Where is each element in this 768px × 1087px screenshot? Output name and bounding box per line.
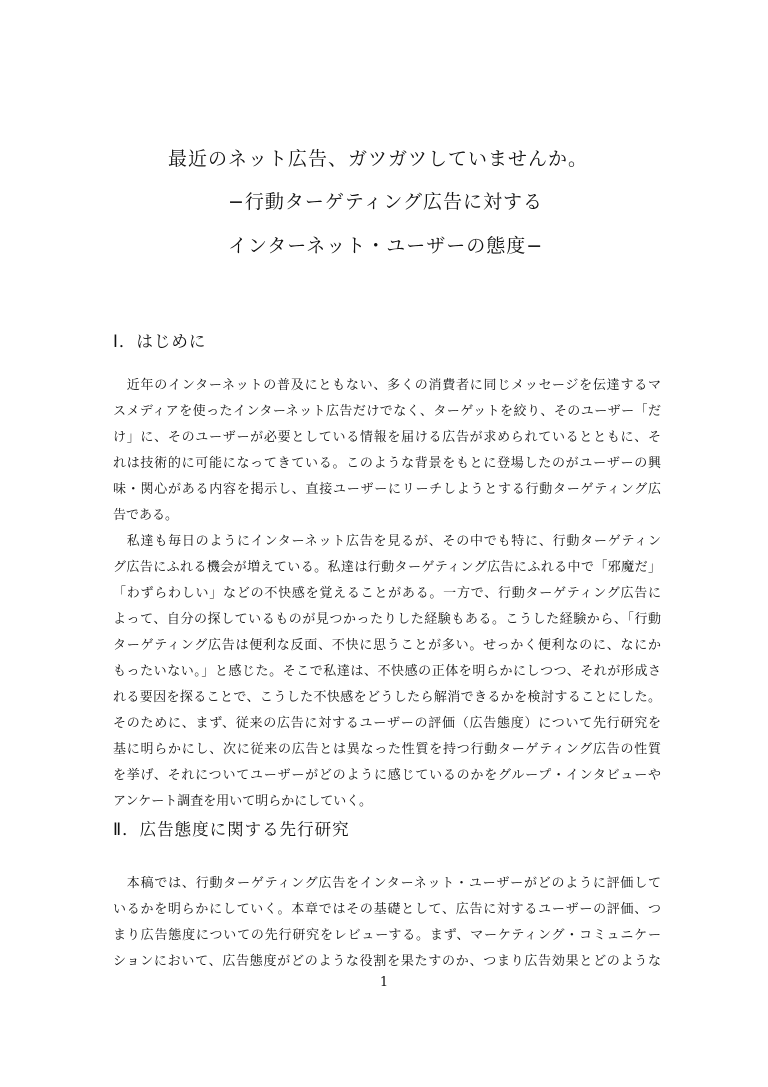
text-line: 告である。 <box>113 508 179 523</box>
text-line: よって、自分の探しているものが見つかったりした経験もある。こうした経験から、「行動 <box>113 612 661 627</box>
text-line: そのために、まず、従来の広告に対するユーザーの評価（広告態度）について先行研究を <box>113 716 661 731</box>
text-line: れる要因を探ることで、こうした不快感をどうしたら解消できるかを検討することにした。 <box>113 690 661 705</box>
section-2-paragraph-1 <box>113 871 661 975</box>
section-1-paragraph-1 <box>113 373 661 529</box>
text-line: 近年のインターネットの普及にともない、多くの消費者に同じメッセージを伝達するマ <box>113 378 661 393</box>
text-line: ターゲティング広告は便利な反面、不快に思うことが多い。せっかく便利なのに、なにか <box>113 638 661 653</box>
text-line: 味・関心がある内容を掲示し、直接ユーザーにリーチしようとする行動ターゲティング広 <box>113 482 661 497</box>
text-line: アンケート調査を用いて明らかにしていく。 <box>113 794 372 809</box>
page-number: 1 <box>379 975 389 990</box>
section-1-paragraph-2 <box>113 529 661 815</box>
text-line: を挙げ、それについてユーザーがどのように感じているのかをグループ・インタビューや <box>113 768 661 783</box>
section-2-heading: Ⅱ．広告態度に関する先行研究 <box>113 820 350 839</box>
text-line: グ広告にふれる機会が増えている。私達は行動ターゲティング広告にふれる中で「邪魔だ」 <box>113 560 661 575</box>
text-line: 基に明らかにし、次に従来の広告とは異なった性質を持つ行動ターゲティング広告の性質 <box>113 742 661 757</box>
subtitle-line-2: インターネット・ユーザーの態度− <box>228 235 544 257</box>
title-line-1: 最近のネット広告、ガツガツしていませんか。 <box>168 148 589 170</box>
text-line: まり広告態度についての先行研究をレビューする。まず、マーケティング・コミュニケー <box>113 928 661 943</box>
text-line: スメディアを使ったインターネット広告だけでなく、ターゲットを絞り、そのユーザー「だ <box>113 404 661 419</box>
text-line: れは技術的に可能になってきている。このような背景をもとに登場したのがユーザーの興 <box>113 456 661 471</box>
text-line: け」に、そのユーザーが必要としている情報を届ける広告が求められているとともに、そ <box>113 430 661 445</box>
section-1-heading: Ⅰ．はじめに <box>113 332 207 351</box>
text-line: 本稿では、行動ターゲティング広告をインターネット・ユーザーがどのように評価して <box>113 876 661 891</box>
subtitle-line-1: −行動ターゲティング広告に対する <box>228 191 544 213</box>
text-line: いるかを明らかにしていく。本章ではその基礎として、広告に対するユーザーの評価、つ <box>113 902 661 917</box>
text-line: ションにおいて、広告態度がどのような役割を果たすのか、つまり広告効果とどのような <box>113 954 661 969</box>
text-line: 私達も毎日のようにインターネット広告を見るが、その中でも特に、行動ターゲティン <box>113 534 661 549</box>
text-line: 「わずらわしい」などの不快感を覚えることがある。一方で、行動ターゲティング広告に <box>113 586 661 601</box>
text-line: もったいない。」と感じた。そこで私達は、不快感の正体を明らかにしつつ、それが形成さ <box>113 664 661 679</box>
